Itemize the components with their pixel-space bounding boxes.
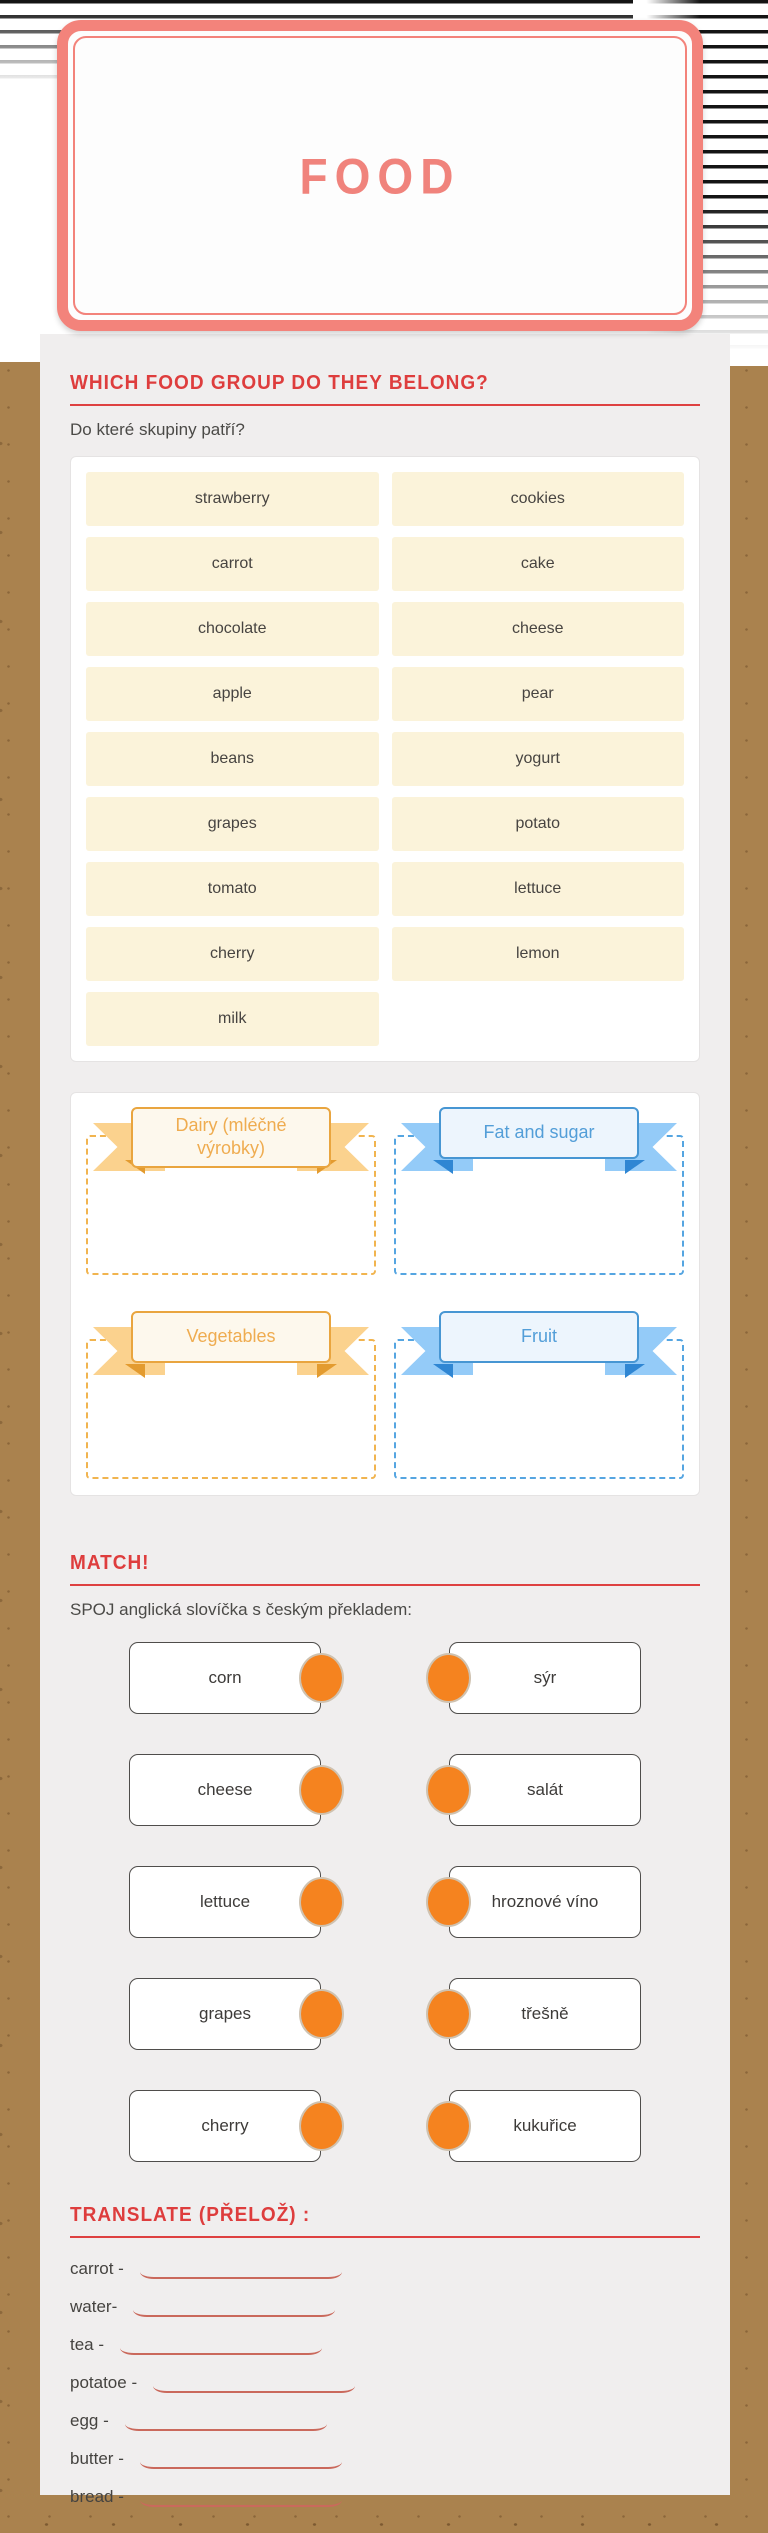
translate-row bbox=[70, 2332, 700, 2355]
match-card-czech bbox=[449, 1978, 641, 2050]
match-card-czech bbox=[449, 2090, 641, 2162]
match-card-english bbox=[129, 1642, 321, 1714]
match-card-english bbox=[129, 2090, 321, 2162]
translate-row bbox=[70, 2484, 700, 2507]
worksheet-panel bbox=[40, 334, 730, 2506]
match-section-subtitle: SPOJ anglická slovíčka s českým překladem: bbox=[70, 1600, 413, 1619]
word-chip[interactable]: cake bbox=[392, 537, 685, 591]
group-banner-label: Fruit bbox=[439, 1311, 639, 1363]
match-word-label: cherry bbox=[201, 2116, 249, 2135]
answer-line[interactable] bbox=[120, 2343, 322, 2355]
word-chip[interactable]: potato bbox=[392, 797, 685, 851]
match-card-english bbox=[129, 1866, 321, 1938]
match-word-label: salát bbox=[527, 1780, 563, 1799]
match-connector-circle[interactable] bbox=[426, 1765, 471, 1815]
translate-word-label: egg - bbox=[70, 2411, 109, 2430]
match-section bbox=[70, 1552, 700, 2162]
group-banner-label: Dairy (mléčné výrobky) bbox=[131, 1107, 331, 1168]
group-zone-wrap bbox=[394, 1107, 684, 1275]
match-word-label: sýr bbox=[533, 1668, 557, 1687]
word-chip[interactable]: lettuce bbox=[392, 862, 685, 916]
word-chip[interactable]: pear bbox=[392, 667, 685, 721]
page-title: FOOD bbox=[299, 147, 461, 204]
word-chip[interactable]: tomato bbox=[86, 862, 379, 916]
food-group-section bbox=[70, 372, 700, 1496]
food-group-section-subtitle: Do které skupiny patří? bbox=[70, 420, 245, 439]
match-connector-circle[interactable] bbox=[299, 1765, 344, 1815]
word-bank-card bbox=[70, 456, 700, 1062]
group-zones-card bbox=[70, 1092, 700, 1496]
word-bank-grid bbox=[86, 472, 684, 1046]
match-connector-circle[interactable] bbox=[299, 1877, 344, 1927]
match-row bbox=[70, 1866, 700, 1938]
translate-word-label: carrot - bbox=[70, 2259, 124, 2278]
match-connector-circle[interactable] bbox=[426, 2101, 471, 2151]
translate-section bbox=[70, 2204, 700, 2507]
translate-section-title: TRANSLATE (PŘELOŽ) : bbox=[70, 2204, 311, 2227]
translate-row bbox=[70, 2294, 700, 2317]
word-chip[interactable]: beans bbox=[86, 732, 379, 786]
word-chip[interactable]: cookies bbox=[392, 472, 685, 526]
ribbon-banner bbox=[93, 1107, 369, 1187]
match-connector-circle[interactable] bbox=[299, 2101, 344, 2151]
match-word-label: lettuce bbox=[199, 1892, 251, 1911]
translate-row bbox=[70, 2370, 700, 2393]
match-word-label: corn bbox=[208, 1668, 242, 1687]
match-card-english bbox=[129, 1754, 321, 1826]
group-banner-label: Vegetables bbox=[131, 1311, 331, 1363]
word-chip[interactable]: lemon bbox=[392, 927, 685, 981]
match-word-label: kukuřice bbox=[513, 2116, 577, 2135]
translate-word-label: potatoe - bbox=[70, 2373, 138, 2392]
group-banner-label: Fat and sugar bbox=[439, 1107, 639, 1159]
translate-word-label: tea - bbox=[70, 2335, 105, 2354]
answer-line[interactable] bbox=[125, 2419, 327, 2431]
match-connector-circle[interactable] bbox=[426, 1877, 471, 1927]
translate-rows bbox=[70, 2256, 700, 2507]
word-chip[interactable]: milk bbox=[86, 992, 379, 1046]
word-chip[interactable]: grapes bbox=[86, 797, 379, 851]
translate-word-label: bread - bbox=[70, 2487, 124, 2506]
section-divider bbox=[70, 2236, 700, 2238]
match-row bbox=[70, 2090, 700, 2162]
match-rows bbox=[70, 1642, 700, 2162]
match-connector-circle[interactable] bbox=[426, 1989, 471, 2039]
translate-word-label: butter - bbox=[70, 2449, 124, 2468]
word-chip[interactable]: cherry bbox=[86, 927, 379, 981]
ribbon-banner bbox=[401, 1107, 677, 1187]
match-card-czech bbox=[449, 1866, 641, 1938]
group-zone-wrap bbox=[86, 1311, 376, 1479]
translate-row bbox=[70, 2256, 700, 2279]
translate-row bbox=[70, 2408, 700, 2431]
section-divider bbox=[70, 1584, 700, 1586]
answer-line[interactable] bbox=[153, 2381, 355, 2393]
answer-line[interactable] bbox=[140, 2267, 342, 2279]
header-card bbox=[57, 20, 703, 331]
match-connector-circle[interactable] bbox=[426, 1653, 471, 1703]
word-chip[interactable]: carrot bbox=[86, 537, 379, 591]
ribbon-banner bbox=[401, 1311, 677, 1391]
match-row bbox=[70, 1754, 700, 1826]
match-row bbox=[70, 1978, 700, 2050]
match-card-czech bbox=[449, 1642, 641, 1714]
match-section-title: MATCH! bbox=[70, 1552, 150, 1575]
match-card-czech bbox=[449, 1754, 641, 1826]
word-chip[interactable]: strawberry bbox=[86, 472, 379, 526]
translate-row bbox=[70, 2446, 700, 2469]
section-divider bbox=[70, 404, 700, 406]
match-word-label: třešně bbox=[521, 2004, 569, 2023]
translate-word-label: water- bbox=[70, 2297, 118, 2316]
match-connector-circle[interactable] bbox=[299, 1989, 344, 2039]
answer-line[interactable] bbox=[140, 2495, 342, 2507]
group-zone-wrap bbox=[86, 1107, 376, 1275]
match-word-label: hroznové víno bbox=[491, 1892, 599, 1911]
match-word-label: grapes bbox=[199, 2004, 251, 2023]
food-group-section-title: WHICH FOOD GROUP DO THEY BELONG? bbox=[70, 372, 489, 395]
word-chip[interactable]: chocolate bbox=[86, 602, 379, 656]
match-connector-circle[interactable] bbox=[299, 1653, 344, 1703]
word-chip[interactable]: yogurt bbox=[392, 732, 685, 786]
word-chip[interactable]: cheese bbox=[392, 602, 685, 656]
answer-line[interactable] bbox=[140, 2457, 342, 2469]
word-chip[interactable]: apple bbox=[86, 667, 379, 721]
group-zone-wrap bbox=[394, 1311, 684, 1479]
match-word-label: cheese bbox=[197, 1780, 253, 1799]
match-row bbox=[70, 1642, 700, 1714]
answer-line[interactable] bbox=[133, 2305, 335, 2317]
match-card-english bbox=[129, 1978, 321, 2050]
group-zones-grid bbox=[86, 1107, 684, 1479]
ribbon-banner bbox=[93, 1311, 369, 1391]
